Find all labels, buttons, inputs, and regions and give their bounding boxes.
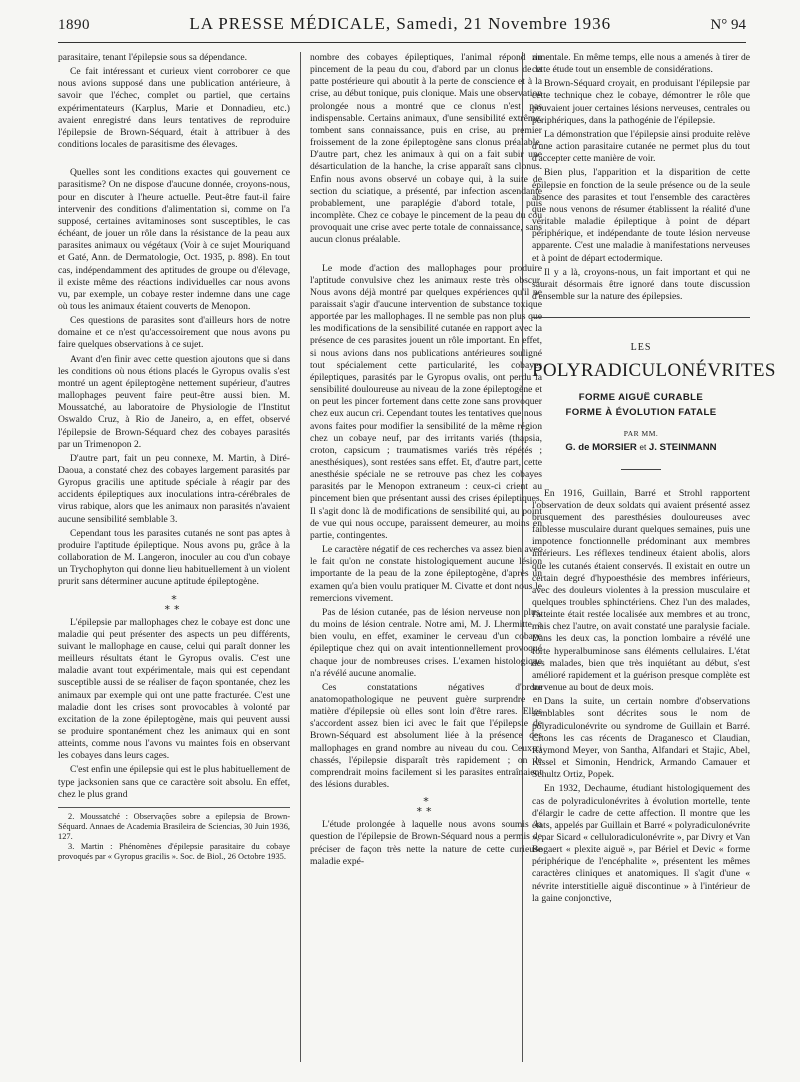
article-divider (532, 317, 750, 318)
byline-par: PAR MM. (623, 429, 659, 439)
page-number: 1890 (58, 17, 90, 33)
paragraph: Le caractère négatif de ces recherches va assez bien avec le fait qu'on ne constate histologiquement aucune lésion importante de la peau de la zone épileptogène, d'après un examen qu'a bien voulu pratiquer M. Civatte et dont nous le remercions vivement. (310, 544, 542, 604)
paragraph: parasitaire, tenant l'épilepsie sous sa dépendance. (58, 52, 247, 63)
article-kicker: LES (630, 342, 652, 354)
paragraph: D'autre part, fait un peu connexe, M. Martin, à Diré-Daoua, a constaté chez des cobayes largement parasités par Gyropus gracilis une aptitude spéciale à réagir par des accidents épileptiques aux inoculations intra-cérébrales de virus rabique, alors que les animaux non parasités n'avaient aucune sensibilité semblable 3. (58, 452, 290, 525)
paragraph: Avant d'en finir avec cette question ajoutons que si dans les conditions où nous étions placés le Gyropus ovalis s'est montré un agent épileptogène nettement supérieur, d'autres mallophages peuvent faire peut-être aussi bien. M. Moussatché, au laboratoire de Physiologie de l'Institut Oswaldo Cruz, à Rio de Janeiro, a, en effet, observé l'épilepsie de Brown-Séquard chez des cobayes parasités par un Trimenopon 2. (58, 353, 290, 450)
paragraph: Pas de lésion cutanée, pas de lésion nerveuse non plus, du moins de lésion centrale. Notre ami, M. J. Lhermitte, a bien voulu, en effet, examiner le cerveau d'un cobaye épileptique chez qui on avait intentionnellement provoqué chaque jour de nombreuses crises. L'examen histologique n'a révélé aucune anomalie. (310, 606, 542, 679)
author-2: J. STEINMANN (648, 442, 717, 454)
article-authors (532, 442, 750, 454)
paragraph: nombre des cobayes épileptiques, l'animal répond au pincement de la peau du cou, d'abord par un clonus de la patte postérieure qui aboutit à la perte de conscience et à la crise, au début tonique, puis clonique. Mais une observation prolongée nous a montré que ce clonus n'est pas indispensable. Certains animaux, d'une sensibilité extrême, tombent sans connaissance, puis en crise, au premier froissement de la zone épileptogène sans clonus préalable. D'autre part, chez les animaux à qui on a fait subir une désarticulation de la hanche, la crise apparaît sans clonus. Enfin nous avons observé un cobaye qui, à la suite de section du sciatique, a présenté, par infection ascendante probablement, une paraplégie d'abord totale, puis incomplète. Chez ce cobaye le pincement de la peau du cou provoquait une crise avec perte totale de connaissance, sans aucun clonus préalable. (310, 52, 542, 246)
article-title: POLYRADICULONÉVRITES (532, 360, 776, 382)
paragraph: L'étude prolongée à laquelle nous avons soumis la question de l'épilepsie de Brown-Séquard nous a permis de préciser de façon très nette la nature de cette curieuse maladie expé- (310, 819, 542, 867)
paragraph: Quelles sont les conditions exactes qui gouvernent ce parasitisme? On ne dispose d'aucune donnée, croyons-nous, pour en discuter à l'heure actuelle. Peut-être faut-il faire intervenir des conditions d'alimentation si, comme on l'a supposé, certaines avitaminoses sont susceptibles, le cas échéant, de jouer un rôle dans la résistance de la peau aux parasites animaux ou végétaux (Voir à ce sujet Mouriquand et Gaté, Ann. de Dermatologie, Oct. 1935, p. 898). En tout cas, indépendamment des aptitudes de groupe ou d'élevage, il existe même des réactions individuelles car nous avons vu, par exemple, un cobaye rester indemne dans une cage où tous les animaux étaient couverts de Menopon. (58, 167, 290, 312)
article-subtitle-2: FORME À ÉVOLUTION FATALE (565, 407, 717, 419)
author-1: G. de MORSIER (565, 442, 637, 454)
paragraph: Bien plus, l'apparition et la disparition de cette épilepsie en fonction de la seule présence ou de la seule absence des parasites et tout l'ensemble des caractères que nous venons de résumer établissent la réalité d'une véritable maladie épileptique à point de départ périphérique, et indépendante de toute lésion nerveuse apparente. C'est une maladie à manifestations nerveuses et à point de départ ectodermique. (532, 167, 750, 264)
column-2 (310, 52, 542, 1077)
section-separator-stars: * ** (164, 592, 184, 616)
paragraph: En 1932, Dechaume, étudiant histologiquement des cas de polyradiculonévrites à évolution mortelle, tente d'élargir le cadre de cette affection. Il montre que les états, appelés par Guillain et Barré « polyradiculonévrite », par Sicard « celluloradiculonévrite », par Divry et Van Bogaert « plexite aiguë », par Bériel et Devic « forme périphérique de l'encéphalite », présentent les mêmes caractères cliniques et anatomiques. Il s'agit d'une « névrite interstitielle aiguë discontinue » à l'intérieur de la gaine conjonctive, (532, 783, 751, 904)
paragraph: Brown-Séquard croyait, en produisant l'épilepsie par cette technique chez le cobaye, démontrer le rôle que pouvaient jouer certaines lésions nerveuses, centrales ou périphériques, dans la pathogénie de l'épilepsie. (532, 78, 750, 126)
paragraph: C'est enfin une épilepsie qui est le plus habituellement de type jacksonien sans que ce caractère soit absolu. En effet, chez le plus grand (58, 764, 290, 800)
paragraph: En 1916, Guillain, Barré et Strohl rapportent l'observation de deux soldats qui avaient présenté assez brusquement des paresthésies douloureuses avec faiblesse musculaire durant quelques semaines, puis une impotence fonctionnelle prédominant aux membres inférieurs. Les réflexes tendineux étaient abolis, alors que les cutanés étaient conservés. Il existait en outre un certain degré d'hypoesthésie des membres inférieurs, avec des douleurs violentes à la pression musculaire et quelques troubles sphinctériens. Chez l'un des malades, l'atteinte était restée localisée aux membres et au tronc, mais chez l'autre, on avait constaté une paralysie faciale. Dans les deux cas, la ponction lombaire a révélé une forte hyperalbuminose sans éléments cellulaires. L'état des malades, bien que très inquiétant au début, s'est amélioré rapidement et la guérison presque complète est survenue au bout de deux mois. (532, 487, 750, 694)
short-rule (621, 469, 661, 470)
footnote: 2. Moussatché : Observações sobre a epilepsia de Brown-Séquard. Annaes de Academia Brasileira de Sciencias, 30 Juin 1936, 127. (58, 811, 290, 841)
paragraph: Cependant tous les parasites cutanés ne sont pas aptes à produire l'aptitude épileptique. Nous avons pu, grâce à la collaboration de M. Langeron, inoculer au cou d'un cobaye un Trychophyton qui donne lieu habituellement à un violent prurit sans déterminer aucune aptitude épileptogène. (58, 527, 290, 588)
paragraph: L'épilepsie par mallophages chez le cobaye est donc une maladie qui peut présenter des aspects un peu différents, suivant le mallophage en cause, celui qui paraît donner les meilleurs résultats étant le Gyropus ovalis. C'est une maladie avant tout expérimentale, mais qui est cependant susceptible aussi de se réaliser de façon spontanée, chez les animaux par exemple qui ont une patte fracturée. C'est une maladie dont les crises sont provocables à volonté par excitation de la zone épileptogène, mais qui peuvent aussi se produire spontanément chez les animaux qui en sont atteints, comme nous l'avons vu maintes fois en observant les cobayes dans leurs cages. (58, 616, 290, 762)
paragraph: La démonstration que l'épilepsie ainsi produite relève d'une action parasitaire cutanée ne permet plus du tout d'accepter cette manière de voir. (532, 128, 750, 165)
issue-number: N° 94 (710, 17, 746, 33)
paragraph: Ce fait intéressant et curieux vient corroborer ce que nous avions supposé dans une publication antérieure, à savoir que l'échec, complet ou partiel, que certains expérimentateurs (Karplus, Marie et Donnadieu, etc.) avaient enregistré dans leurs tentatives de reproduire l'épilepsie de Brown-Séquard, était à attribuer à des conditions locales de parasitisme des élevages. (58, 66, 290, 151)
paragraph: Il y a là, croyons-nous, un fait important et qui ne saurait désormais être ignoré dans toute discussion d'ensemble sur la nature des épilepsies. (532, 266, 750, 302)
page-header (58, 14, 746, 43)
article-heading (532, 342, 776, 469)
paragraph: Le mode d'action des mallophages pour produire l'aptitude convulsive chez les animaux reste très obscur. Nous avons déjà montré par quelques expériences qu'il ne paraissait s'agir d'aucune intervention de substance toxique apportée par les mallophages. Il ne semble pas non plus que les modifications de la sensibilité cutanée en rapport avec la présence de ces parasites jouent un rôle important. En effet, si nous avions dans nos publications antérieures souligné tout spécialement cette particularité, les cobayes épileptiques, parasités par le Gyropus ovalis, ont perdu la sensibilité douloureuse au niveau de la zone épileptogène et on peut les pincer fortement dans cette zone sans provoquer chez eux aucun cri. Cependant toutes les tentatives que nous avons faites pour modifier la sensibilité de la même région chez un cobaye neuf, par des irritants variés (thapsia, croton, capsicum ; traumatismes variés très répétés ; anesthésiques), sont restées sans effet. Et, d'autre part, cette anesthésie spéciale ne se retrouve pas chez les cobayes parasités par le Menopon extraneum : ceux-ci crient au pincement bien que présentant aussi des crises épileptiques. Il s'agit donc là de modifications de sensibilité qui, au point de vue qui nous occupe, paraissent demeurer, au moins en partie, contingentes. (310, 262, 542, 541)
column-3 (532, 52, 776, 1077)
author-conjunction: et (639, 443, 647, 453)
paragraph: Ces questions de parasites sont d'ailleurs hors de notre domaine et ce n'est qu'accessoirement que nous avons pu faire quelques observations à ce sujet. (58, 315, 290, 351)
column-rule-1 (300, 52, 301, 1062)
column-1 (58, 52, 290, 1077)
masthead: LA PRESSE MÉDICALE, Samedi, 21 Novembre 1936 (189, 14, 612, 33)
footnotes (58, 807, 290, 862)
paragraph: Dans la suite, un certain nombre d'observations semblables sont décrites sous le nom de polyradiculonévrite ou syndrome de Guillain et Barré. Citons les cas récents de Draganesco et Claudian, Raymond Meyer, von Santha, Alfandari et Stajic, Abel, Kissel et Simonin, Hendrick, Armando Camauer et Schultz Ortiz, Popek. (532, 696, 750, 781)
footnote: 3. Martin : Phénomènes d'épilepsie parasitaire du cobaye provoqués par « Gyropus gracilis ». Soc. de Biol., 26 Octobre 1935. (58, 841, 290, 861)
article-subtitle-1: FORME AIGUË CURABLE (578, 392, 704, 404)
section-separator-stars: * ** (416, 795, 436, 819)
paragraph: Ces constatations négatives d'ordre anatomopathologique ne peuvent guère surprendre en matière d'épilepsie où elles sont loin d'être rares. Elles s'accordent assez bien ici avec le fait que l'épilepsie de Brown-Séquard est absolument liée à la présence des mallophages en grand nombre au niveau du cou. Ceux-ci chassés, l'épilepsie disparaît très rapidement ; on le comprendrait moins facilement si les parasites entraînaient des lésions durables. (310, 681, 542, 791)
paragraph: rimentale. En même temps, elle nous a amenés à tirer de cette étude tout un ensemble de considérations. (532, 52, 750, 76)
